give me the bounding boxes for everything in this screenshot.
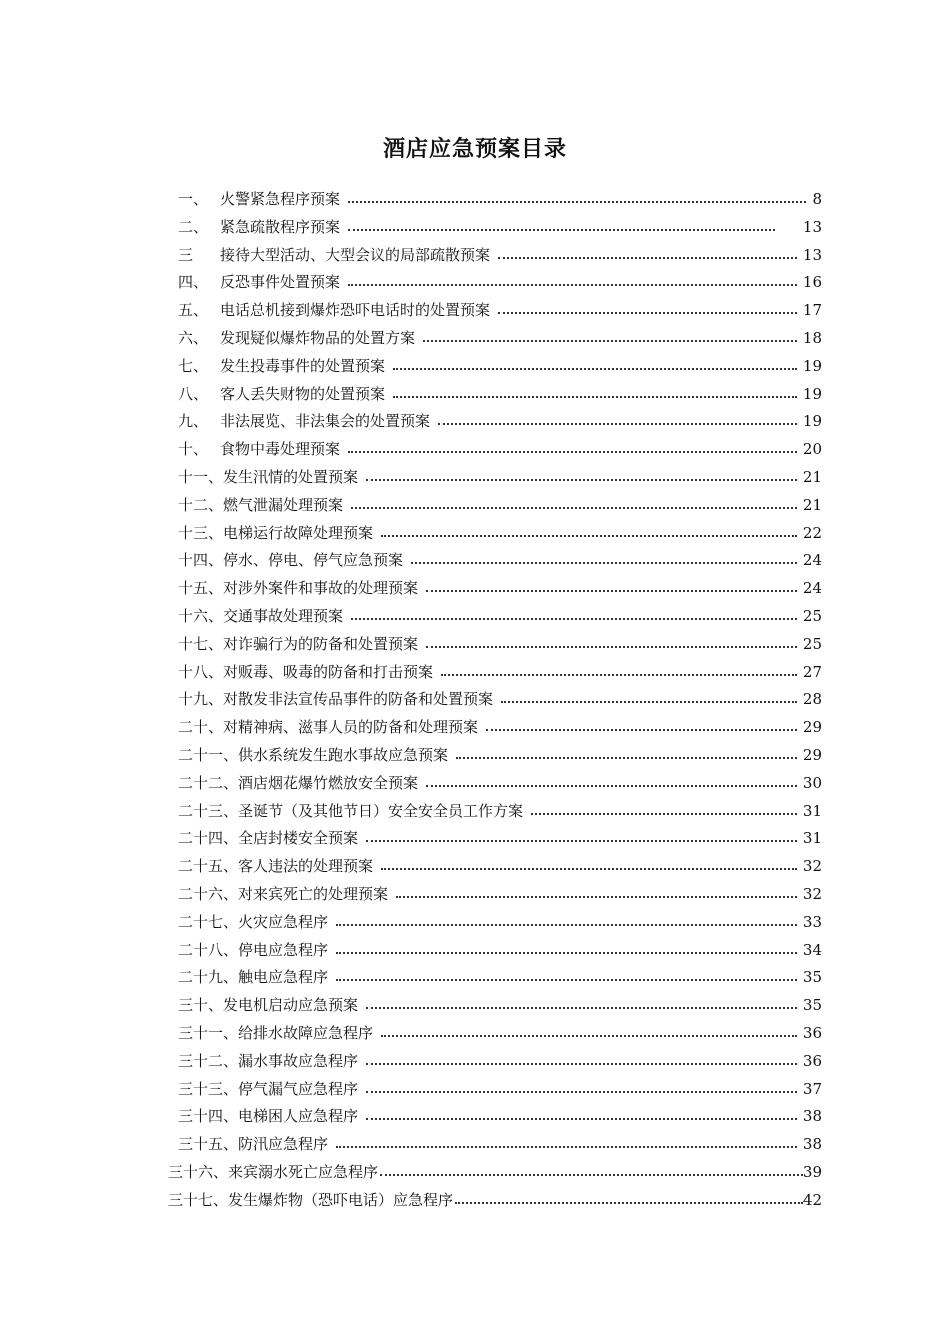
toc-entry-label: 发生汛情的处置预案 xyxy=(223,468,359,486)
toc-entry-label: 发生爆炸物（恐吓电话）应急程序 xyxy=(228,1190,454,1209)
toc-entry xyxy=(178,382,822,406)
toc-entry-number: 二十、 xyxy=(178,718,224,737)
toc-entry xyxy=(178,993,822,1017)
toc-entry xyxy=(178,354,822,378)
toc-entry-label: 对涉外案件和事故的处理预案 xyxy=(223,579,419,598)
toc-entry-number: 十五、 xyxy=(178,579,224,598)
toc-entry-page: 39 xyxy=(802,1163,822,1181)
toc-entry-number: 二十三、 xyxy=(178,801,239,820)
toc-dot-leader xyxy=(498,312,797,314)
toc-entry xyxy=(178,1021,822,1045)
toc-entry-page: 25 xyxy=(802,634,822,653)
toc-entry xyxy=(168,1188,822,1212)
toc-entry-label: 来宾溺水死亡应急程序 xyxy=(228,1163,379,1181)
toc-entry-page: 35 xyxy=(802,996,822,1015)
toc-entry-label: 漏水事故应急程序 xyxy=(238,1051,359,1070)
toc-entry-label: 食物中毒处理预案 xyxy=(220,440,341,459)
toc-entry-label: 电话总机接到爆炸恐吓电话时的处置预案 xyxy=(220,301,491,320)
toc-entry-label: 停气漏气应急程序 xyxy=(238,1079,359,1098)
toc-entry-label: 非法展览、非法集会的处置预案 xyxy=(220,412,431,431)
toc-entry-label: 触电应急程序 xyxy=(238,968,329,987)
toc-dot-leader xyxy=(381,1035,797,1037)
toc-entry-page: 16 xyxy=(802,273,822,292)
toc-dot-leader xyxy=(393,368,797,370)
toc-entry-page: 24 xyxy=(802,551,822,570)
toc-entry-number: 二十六、 xyxy=(178,885,239,903)
toc-entry-number: 五、 xyxy=(178,301,209,320)
toc-entry-page: 19 xyxy=(802,356,822,375)
toc-entry-label: 接待大型活动、大型会议的局部疏散预案 xyxy=(220,245,491,264)
toc-entry-number: 三十四、 xyxy=(178,1107,239,1126)
toc-entry-label: 客人违法的处理预案 xyxy=(238,857,374,876)
toc-entry-number: 十三、 xyxy=(178,523,224,542)
toc-entry-page: 29 xyxy=(802,746,822,764)
toc-entry-label: 紧急疏散程序预案 xyxy=(220,217,341,236)
toc-dot-leader xyxy=(348,284,797,286)
toc-entry xyxy=(178,771,822,795)
toc-entry xyxy=(178,270,822,294)
toc-dot-leader xyxy=(455,1202,803,1204)
toc-entry-label: 燃气泄漏处理预案 xyxy=(223,495,344,514)
toc-entry xyxy=(178,965,822,989)
toc-entry-number: 二十二、 xyxy=(178,773,239,792)
toc-entry-label: 火警紧急程序预案 xyxy=(220,190,341,208)
toc-entry-page: 33 xyxy=(802,912,822,931)
toc-entry xyxy=(178,799,822,823)
toc-entry-number: 一、 xyxy=(178,190,209,208)
toc-dot-leader xyxy=(348,451,797,453)
toc-entry xyxy=(178,743,822,767)
toc-entry-number: 二十八、 xyxy=(178,940,239,959)
toc-dot-leader xyxy=(366,1091,797,1093)
toc-entry-label: 客人丢失财物的处置预案 xyxy=(220,384,386,403)
toc-entry xyxy=(178,938,822,962)
toc-entry-page: 38 xyxy=(802,1107,822,1126)
toc-entry-number: 十四、 xyxy=(178,551,224,570)
toc-dot-leader xyxy=(396,896,797,898)
toc-dot-leader xyxy=(426,590,797,592)
toc-entry-page: 28 xyxy=(802,690,822,709)
toc-entry-label: 停电应急程序 xyxy=(238,940,329,959)
toc-dot-leader xyxy=(366,840,797,842)
toc-entry xyxy=(178,854,822,878)
toc-dot-leader xyxy=(426,785,797,787)
toc-entry-number: 三十、 xyxy=(178,996,224,1015)
toc-entry-label: 反恐事件处置预案 xyxy=(220,273,341,292)
toc-entry xyxy=(178,826,822,850)
toc-dot-leader xyxy=(348,201,806,203)
toc-entry-page: 21 xyxy=(802,495,822,514)
toc-entry-page: 13 xyxy=(802,217,822,236)
toc-entry-number: 二十五、 xyxy=(178,857,239,876)
toc-entry xyxy=(178,910,822,934)
toc-entry xyxy=(178,465,822,489)
toc-entry xyxy=(178,493,822,517)
toc-entry-page: 20 xyxy=(802,440,822,459)
toc-entry-label: 停水、停电、停气应急预案 xyxy=(223,551,404,570)
toc-dot-leader xyxy=(366,1007,797,1009)
toc-entry-number: 三 xyxy=(178,245,194,264)
toc-entry-number: 十二、 xyxy=(178,495,224,514)
toc-entry xyxy=(178,437,822,461)
toc-entry xyxy=(178,632,822,656)
toc-entry-label: 交通事故处理预案 xyxy=(223,607,344,625)
toc-dot-leader xyxy=(426,646,797,648)
toc-entry-page: 17 xyxy=(802,301,822,320)
toc-entry xyxy=(178,521,822,545)
toc-entry-number: 二十九、 xyxy=(178,968,239,987)
toc-entry-label: 全店封楼安全预案 xyxy=(238,829,359,848)
toc-dot-leader xyxy=(501,701,797,703)
toc-entry-page: 32 xyxy=(802,885,822,903)
toc-entry-page: 30 xyxy=(802,773,822,792)
toc-entry-page: 25 xyxy=(802,607,822,625)
toc-entry-label: 防汛应急程序 xyxy=(238,1135,329,1154)
toc-entry-number: 三十二、 xyxy=(178,1051,239,1070)
toc-dot-leader xyxy=(531,813,797,815)
toc-entry-page: 24 xyxy=(802,579,822,598)
toc-entry-label: 对精神病、滋事人员的防备和处理预案 xyxy=(223,718,479,737)
toc-entry-number: 八、 xyxy=(178,384,209,403)
toc-entry xyxy=(178,215,822,239)
toc-entry-label: 对贩毒、吸毒的防备和打击预案 xyxy=(223,662,434,681)
toc-entry-number: 三十一、 xyxy=(178,1024,239,1042)
toc-entry-page: 27 xyxy=(802,662,822,681)
toc-entry-label: 发生投毒事件的处置预案 xyxy=(220,356,386,375)
toc-entry-page: 32 xyxy=(802,857,822,876)
toc-entry-label: 对来宾死亡的处理预案 xyxy=(238,885,389,903)
toc-entry-label: 酒店烟花爆竹燃放安全预案 xyxy=(238,773,419,792)
toc-entry-page: 21 xyxy=(802,468,822,486)
toc-dot-leader xyxy=(438,423,797,425)
toc-entry-page: 19 xyxy=(802,384,822,403)
toc-entry-page: 18 xyxy=(802,329,822,347)
toc-dot-leader xyxy=(351,507,797,509)
toc-dot-leader xyxy=(498,257,797,259)
toc-entry-label: 火灾应急程序 xyxy=(238,912,329,931)
toc-entry-label: 电梯困人应急程序 xyxy=(238,1107,359,1126)
toc-entry-number: 六、 xyxy=(178,329,209,347)
toc-entry-label: 电梯运行故障处理预案 xyxy=(223,523,374,542)
toc-entry-page: 22 xyxy=(802,523,822,542)
toc-dot-leader xyxy=(348,229,775,231)
toc-dot-leader xyxy=(366,1118,797,1120)
toc-entry-number: 七、 xyxy=(178,356,209,375)
toc-dot-leader xyxy=(336,1146,797,1148)
toc-dot-leader xyxy=(381,535,797,537)
toc-entry-label: 发电机启动应急预案 xyxy=(223,996,359,1015)
toc-dot-leader xyxy=(393,396,797,398)
toc-dot-leader xyxy=(486,729,797,731)
toc-dot-leader xyxy=(423,340,797,342)
toc-dot-leader xyxy=(366,479,797,481)
toc-entry-label: 发现疑似爆炸物品的处置方案 xyxy=(220,329,416,347)
toc-entry-label: 给排水故障应急程序 xyxy=(238,1024,374,1042)
toc-entry-page: 29 xyxy=(802,718,822,737)
toc-entry-label: 对诈骗行为的防备和处置预案 xyxy=(223,634,419,653)
toc-entry-number: 二十一、 xyxy=(178,746,239,764)
toc-entry-label: 供水系统发生跑水事故应急预案 xyxy=(238,746,449,764)
toc-entry xyxy=(178,409,822,433)
toc-entry-number: 三十三、 xyxy=(178,1079,239,1098)
toc-entry-page: 36 xyxy=(802,1051,822,1070)
toc-entry xyxy=(178,882,822,906)
toc-entry-page: 35 xyxy=(802,968,822,987)
toc-entry xyxy=(178,687,822,711)
toc-entry-number: 十九、 xyxy=(178,690,224,709)
toc-dot-leader xyxy=(381,868,797,870)
toc-entry xyxy=(178,326,822,350)
toc-entry-number: 四、 xyxy=(178,273,209,292)
toc-entry xyxy=(178,1132,822,1156)
toc-entry xyxy=(178,187,822,211)
toc-entry xyxy=(168,1160,822,1184)
toc-entry-page: 42 xyxy=(802,1190,822,1209)
toc-dot-leader xyxy=(336,952,797,954)
toc-entry-number: 三十六、 xyxy=(168,1163,229,1181)
toc-dot-leader xyxy=(336,924,797,926)
toc-entry-page: 37 xyxy=(802,1079,822,1098)
toc-entry-number: 十七、 xyxy=(178,634,224,653)
toc-entry xyxy=(178,1077,822,1101)
toc-entry xyxy=(178,660,822,684)
toc-entry-number: 十一、 xyxy=(178,468,224,486)
toc-entry-number: 三十五、 xyxy=(178,1135,239,1154)
toc-entry-page: 34 xyxy=(802,940,822,959)
toc-dot-leader xyxy=(380,1174,803,1176)
toc-entry xyxy=(178,715,822,739)
toc-dot-leader xyxy=(351,618,797,620)
toc-entry-number: 二十四、 xyxy=(178,829,239,848)
toc-entry xyxy=(178,576,822,600)
page-title: 酒店应急预案目录 xyxy=(382,136,567,162)
toc-entry xyxy=(178,243,822,267)
toc-entry xyxy=(178,604,822,628)
toc-entry-label: 圣诞节（及其他节日）安全安全员工作方案 xyxy=(238,801,524,820)
toc-entry-page: 13 xyxy=(802,245,822,264)
toc-entry-page: 31 xyxy=(802,829,822,848)
toc-entry-number: 十六、 xyxy=(178,607,224,625)
toc-entry-page: 8 xyxy=(812,190,822,208)
toc-entry-number: 十、 xyxy=(178,440,209,459)
toc-entry-number: 三十七、 xyxy=(168,1190,229,1209)
toc-dot-leader xyxy=(441,674,797,676)
toc-entry-number: 二十七、 xyxy=(178,912,239,931)
toc-dot-leader xyxy=(336,979,797,981)
toc-entry-number: 九、 xyxy=(178,412,209,431)
toc-entry-number: 十八、 xyxy=(178,662,224,681)
toc-dot-leader xyxy=(411,562,797,564)
toc-entry-label: 对散发非法宣传品事件的防备和处置预案 xyxy=(223,690,494,709)
toc-entry xyxy=(178,548,822,572)
toc-entry-page: 38 xyxy=(802,1135,822,1154)
toc-entry xyxy=(178,1049,822,1073)
toc-entry-number: 二、 xyxy=(178,217,209,236)
toc-dot-leader xyxy=(366,1063,797,1065)
toc-entry-page: 31 xyxy=(802,801,822,820)
toc-entry xyxy=(178,1104,822,1128)
toc-entry xyxy=(178,298,822,322)
toc-dot-leader xyxy=(456,757,797,759)
toc-entry-page: 19 xyxy=(802,412,822,431)
toc-entry-page: 36 xyxy=(802,1024,822,1042)
